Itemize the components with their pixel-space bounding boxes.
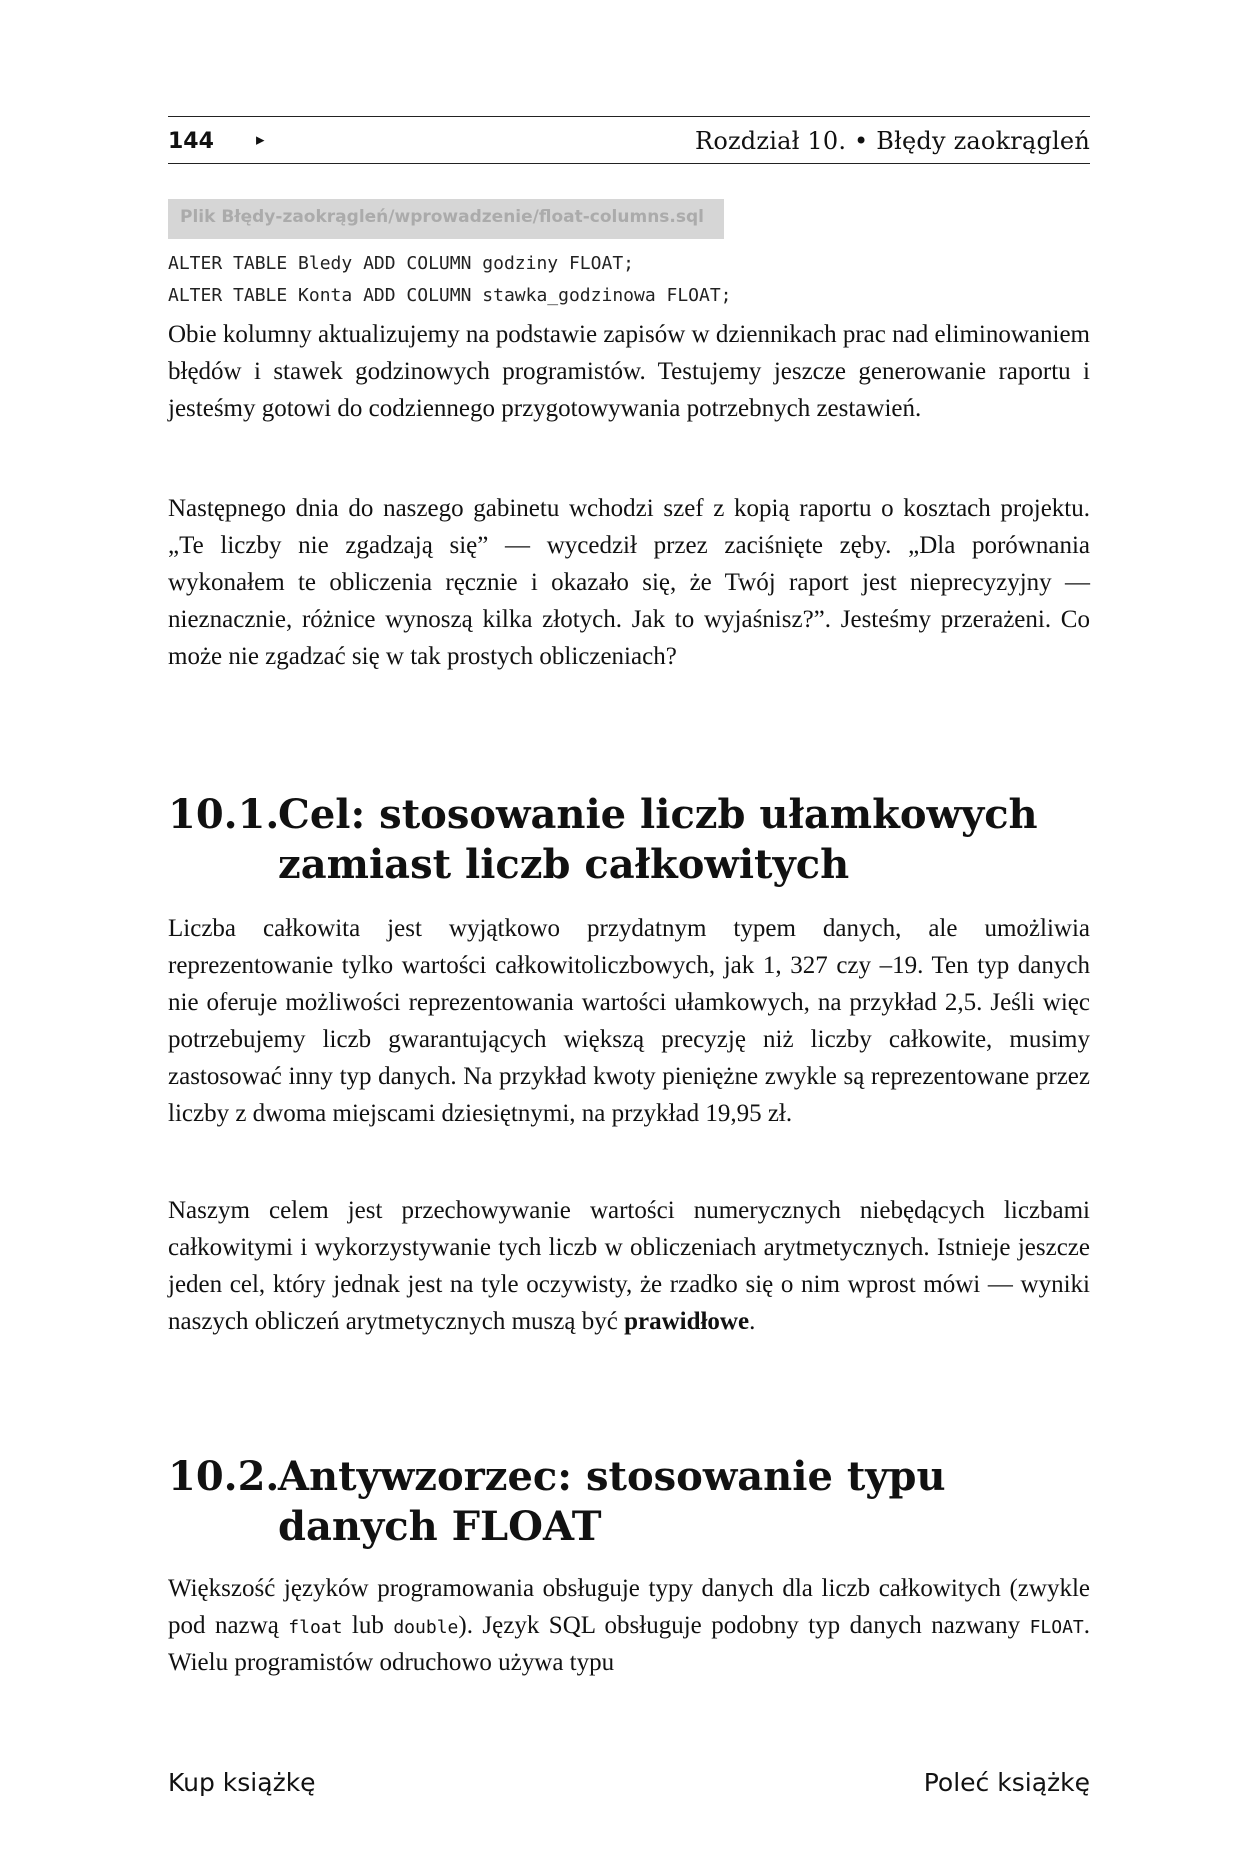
section-title-line: Cel: stosowanie liczb ułamkowych: [278, 791, 1038, 838]
text-run: .: [749, 1308, 756, 1335]
section-title-line: Antywzorzec: stosowanie typu: [278, 1453, 946, 1500]
running-header: [168, 116, 1090, 164]
inline-code: float: [288, 1617, 343, 1638]
section-heading-10-2: [168, 1452, 1090, 1552]
section-title-line: danych FLOAT: [278, 1503, 602, 1550]
text-run: Naszym celem jest przechowywanie wartości numerycznych niebędących liczbami całkowitymi i wykorzystywanie tych liczb w obliczeniach arytmetycznych. Istnieje jeszcze jeden cel, który jednak jest na tyle oczywisty, że rzadko się o nim wprost mówi — wyniki naszych obliczeń arytmetycznych muszą być: [168, 1197, 1090, 1335]
text-run: lub: [342, 1612, 394, 1639]
section-10-2-paragraph-1: [168, 1570, 1090, 1681]
text-run: Większość języków programowania obsługuje typy danych dla liczb całkowitych (zwykle pod nazwą: [168, 1575, 1090, 1639]
section-number: 10.2.: [168, 1453, 280, 1500]
inline-code: double: [393, 1617, 459, 1638]
section-heading-10-1: [168, 790, 1090, 890]
buy-book-link[interactable]: Kup książkę: [168, 1768, 316, 1797]
section-10-1-paragraph-1: Liczba całkowita jest wyjątkowo przydatnym typem danych, ale umożliwia reprezentowanie tylko wartości całkowitoliczbowych, jak 1, 327 czy –19. Ten typ danych nie oferuje możliwości reprezentowania wartości ułamkowych, na przykład 2,5. Jeśli więc potrzebujemy liczb gwarantujących większą precyzję niż liczby całkowite, musimy zastosować inny typ danych. Na przykład kwoty pieniężne zwykle są reprezentowane przez liczby z dwoma miejscami dziesiętnymi, na przykład 19,95 zł.: [168, 915, 1090, 1127]
chapter-title: Rozdział 10. • Błędy zaokrągleń: [695, 127, 1090, 155]
intro-paragraph-2: Następnego dnia do naszego gabinetu wchodzi szef z kopią raportu o kosztach projektu. „Te liczby nie zgadzają się” — wycedził przez zaciśnięte zęby. „Dla porównania wykonałem te obliczenia ręcznie i okazało się, że Twój raport jest nieprecyzyjny — nieznacznie, różnice wynoszą kilka złotych. Jak to wyjaśnisz?”. Jesteśmy przerażeni. Co może nie zgadzać się w tak prostych obliczeniach?: [168, 495, 1090, 670]
recommend-book-link[interactable]: Poleć książkę: [923, 1768, 1090, 1797]
intro-paragraph-1: Obie kolumny aktualizujemy na podstawie zapisów w dziennikach prac nad eliminowaniem błędów i stawek godzinowych programistów. Testujemy jeszcze generowanie raportu i jesteśmy gotowi do codziennego przygotowywania potrzebnych zestawień.: [168, 321, 1090, 422]
section-title-line: zamiast liczb całkowitych: [278, 841, 850, 888]
triangle-right-icon: ▸: [256, 130, 265, 150]
code-file-label: Plik Błędy-zaokrągleń/wprowadzenie/float-columns.sql: [168, 199, 724, 239]
text-run: ). Język SQL obsługuje podobny typ danych nazwany: [458, 1612, 1030, 1639]
code-block: [168, 248, 732, 312]
page-number: 144: [168, 129, 214, 154]
section-10-1-paragraph-2: [168, 1192, 1090, 1340]
code-line: ALTER TABLE Bledy ADD COLUMN godziny FLOAT;: [168, 253, 634, 274]
section-number: 10.1.: [168, 791, 280, 838]
emphasis: prawidłowe: [624, 1308, 750, 1335]
code-line: ALTER TABLE Konta ADD COLUMN stawka_godzinowa FLOAT;: [168, 285, 732, 306]
text-run: . Wielu programistów odruchowo używa typu: [168, 1612, 1091, 1676]
inline-code: FLOAT: [1029, 1617, 1084, 1638]
